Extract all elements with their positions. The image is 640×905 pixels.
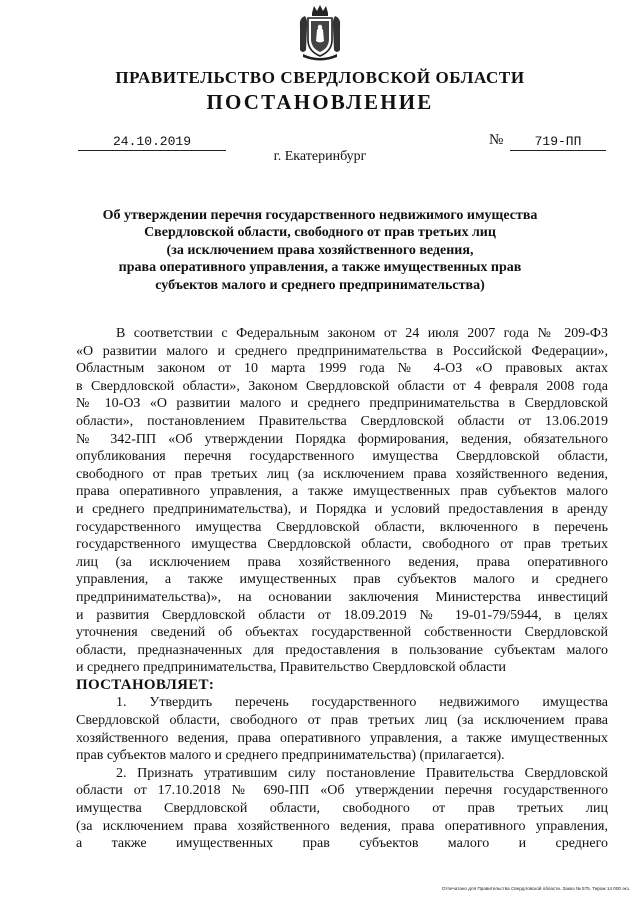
text-line: и развития Свердловской области от 18.09.2019 № 19-01-79/5944, в целях (76, 607, 608, 623)
text-line: в Свердловской области», Законом Свердловской области от 4 февраля 2008 года (76, 378, 608, 394)
text-line: и среднего предпринимательства), и Порядка и условий предоставления в аренду (76, 501, 608, 517)
text-line: 2. Признать утратившим силу постановление Правительства Свердловской (116, 765, 608, 781)
text-line: имущества Свердловской области, свободного от прав третьих лиц (76, 801, 608, 817)
text-line: управления, а также имущественных прав субъектов малого и среднего (76, 572, 608, 588)
text-line: права оперативного управления, а также имущественных прав субъектов малого (76, 484, 608, 500)
text-line: Свердловской области, свободного от прав третьих лиц (за исключением права (76, 713, 608, 729)
text-line: опубликования перечня государственного имущества Свердловской области, (76, 449, 608, 465)
organization-name: ПРАВИТЕЛЬСТВО СВЕРДЛОВСКОЙ ОБЛАСТИ (115, 68, 525, 87)
item-1-paragraph (76, 694, 608, 764)
print-note: Отпечатано для Правительства Свердловской области. Заказ № 575. Тираж 14 000 экз. (441, 886, 630, 891)
item-2-paragraph (76, 765, 608, 853)
preamble-paragraph (76, 325, 608, 677)
document-type: ПОСТАНОВЛЕНИЕ (206, 90, 434, 114)
text-line: № 342-ПП «Об утверждении Порядка формирования, ведения, обязательного (76, 431, 608, 447)
text-line: уточнения сведений об объектах государственной собственности Свердловской (76, 625, 608, 641)
coat-of-arms-emblem (297, 4, 343, 62)
text-line: области от 17.10.2018 № 690-ПП «Об утверждении перечня государственного (76, 783, 608, 799)
text-line: свободного от прав третьих лиц (за исключением права хозяйственного ведения, (76, 466, 608, 482)
document-title (60, 207, 580, 294)
text-line: области», постановлением Правительства Свердловской области от 13.06.2019 (76, 413, 608, 429)
text-line: области, предназначенных для предоставления в пользование субъектам малого (76, 642, 608, 658)
number-sign: № (489, 132, 504, 148)
document-date: 24.10.2019 (78, 133, 226, 151)
text-line: (за исключением права хозяйственного ведения, права оперативного управления, (76, 818, 608, 834)
text-line: 1. Утвердить перечень государственного недвижимого имущества (116, 695, 608, 711)
text-line: «О развитии малого и среднего предпринимательства в Российской Федерации», (76, 343, 608, 359)
text-line: № 10-ОЗ «О развитии малого и среднего предпринимательства в Свердловской (76, 396, 608, 412)
text-line: лиц (за исключением права хозяйственного ведения, права оперативного (76, 554, 608, 570)
text-line: и среднего предпринимательства, Правительство Свердловской области (76, 660, 506, 676)
text-line: В соответствии с Федеральным законом от 24 июля 2007 года № 209-ФЗ (116, 326, 608, 341)
title-line: Свердловской области, свободного от прав третьих лиц (144, 225, 496, 241)
text-line: государственного имущества Свердловской области, свободного от прав третьих (76, 537, 608, 553)
title-line: субъектов малого и среднего предпринимательства) (155, 277, 485, 293)
title-line: (за исключением права хозяйственного ведения, (166, 242, 474, 258)
document-body (76, 325, 608, 853)
text-line: прав субъектов малого и среднего предпринимательства) (прилагается). (76, 748, 505, 764)
decree-word: ПОСТАНОВЛЯЕТ: (76, 676, 215, 693)
city: г. Екатеринбург (273, 149, 367, 164)
title-line: права оперативного управления, а также имущественных прав (118, 260, 522, 276)
text-line: а также имущественных прав субъектов малого и среднего (76, 836, 608, 852)
text-line: Областным законом от 10 марта 1999 года № 4-ОЗ «О правовых актах (76, 361, 608, 377)
text-line: предпринимательства)», на основании заключения Министерства инвестиций (76, 589, 608, 605)
document-number: 719-ПП (510, 133, 606, 151)
title-line: Об утверждении перечня государственного недвижимого имущества (102, 208, 538, 223)
text-line: хозяйственного ведения, права оперативного управления, а также имущественных (76, 730, 608, 746)
text-line: государственного имущества Свердловской области, включенного в перечень (76, 519, 608, 535)
